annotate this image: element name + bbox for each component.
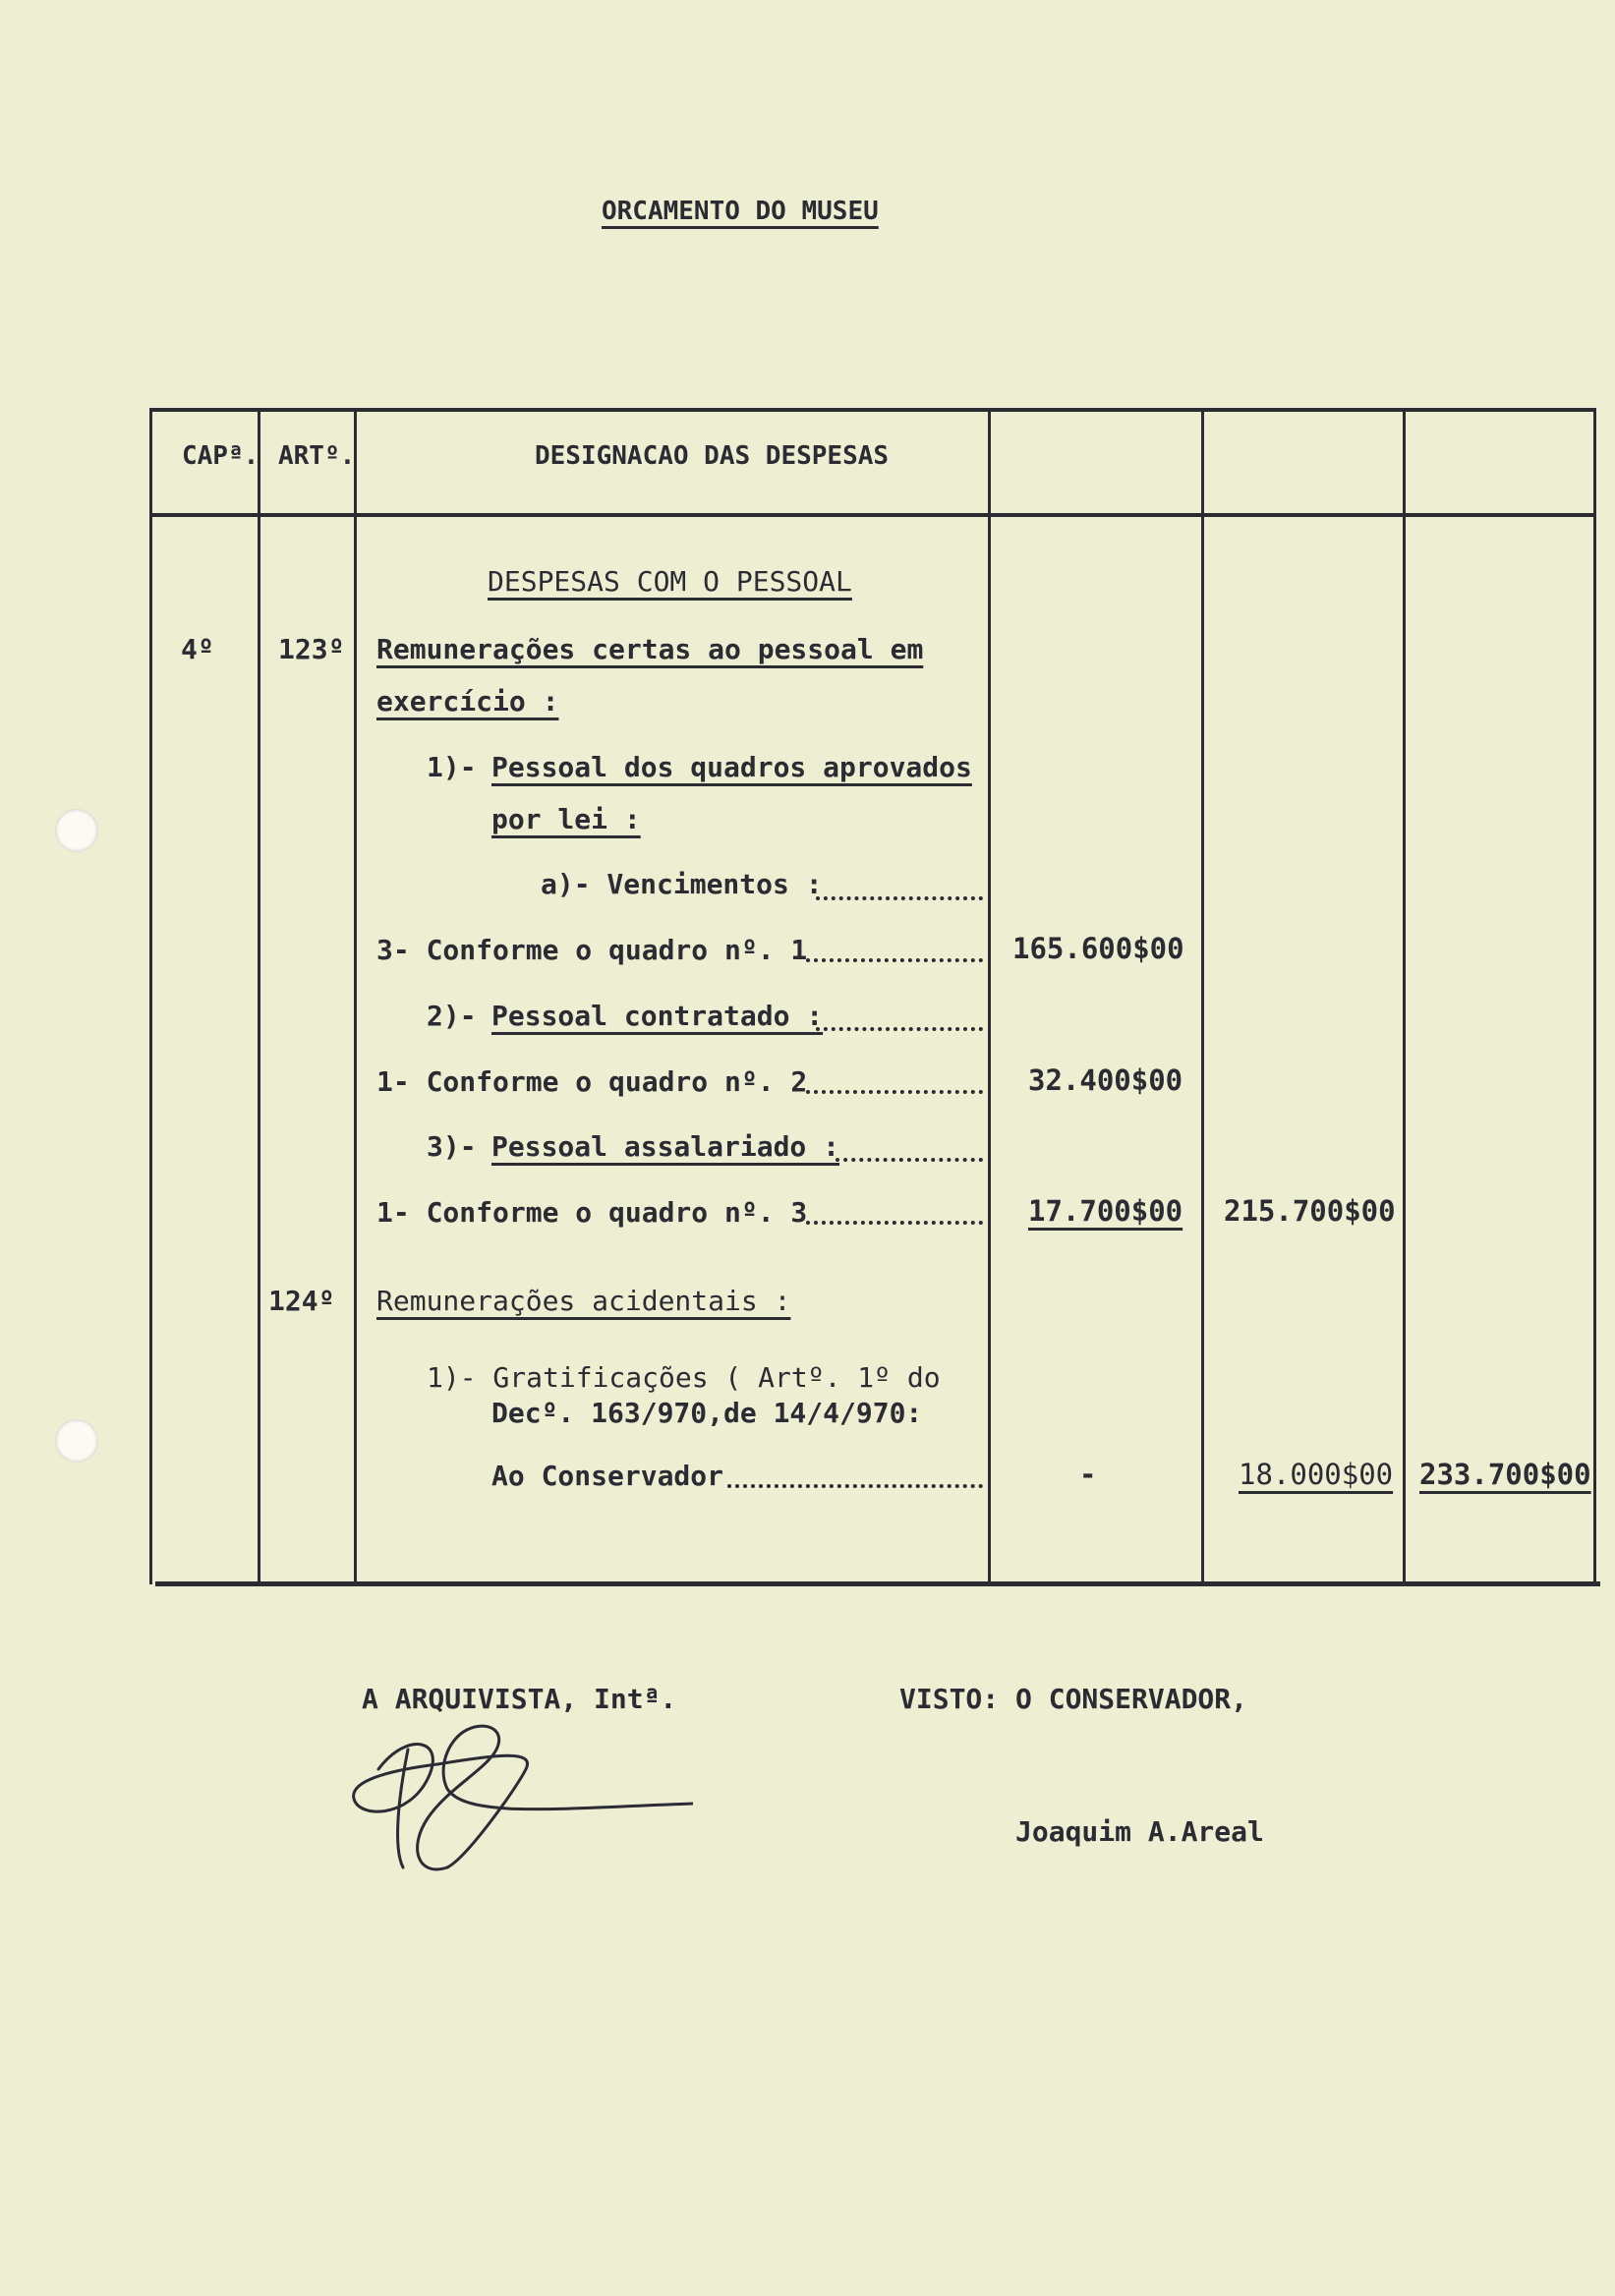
article-123-subtotal: 215.700$00 <box>1224 1194 1396 1228</box>
punch-hole-top <box>55 809 98 852</box>
vencimentos: a)- Vencimentos : <box>541 868 823 900</box>
quadro-3-amount: 17.700$00 <box>1028 1194 1183 1228</box>
pessoal-assalariado-label: 3)- <box>427 1130 477 1163</box>
quadro-2-amount: 32.400$00 <box>1028 1063 1183 1097</box>
col-border-amount2 <box>1403 408 1406 1584</box>
col-border-art <box>354 408 357 1584</box>
document-title: ORCAMENTO DO MUSEU <box>602 197 879 226</box>
pessoal-contratado-leader <box>816 1027 983 1031</box>
quadro-1-amount: 165.600$00 <box>1012 932 1184 965</box>
pessoal-quadros-line2: por lei : <box>491 803 641 835</box>
quadro-3-leader <box>806 1221 983 1225</box>
col-border-designacao <box>988 408 991 1584</box>
vencimentos-leader <box>816 896 983 900</box>
col-border-amount1 <box>1201 408 1204 1584</box>
col-border-caps <box>258 408 260 1584</box>
ao-conservador-leader <box>727 1484 983 1488</box>
visto-label: VISTO: O CONSERVADOR, <box>899 1683 1248 1715</box>
quadro-3: 1- Conforme o quadro nº. 3 <box>376 1196 808 1229</box>
conservador-name: Joaquim A.Areal <box>1015 1815 1264 1848</box>
table-top-border <box>149 408 1596 412</box>
grand-total: 233.700$00 <box>1419 1458 1591 1491</box>
ao-conservador-amount: 18.000$00 <box>1239 1458 1394 1491</box>
table-header-border <box>149 513 1596 517</box>
pessoal-quadros-label: 1)- <box>427 751 477 783</box>
handwritten-signature <box>339 1710 693 1877</box>
pessoal-quadros-line1: Pessoal dos quadros aprovados <box>491 751 972 783</box>
remuneracoes-acidentais: Remunerações acidentais : <box>376 1285 791 1317</box>
col-border-right <box>1593 408 1596 1584</box>
ao-conservador: Ao Conservador <box>491 1460 724 1492</box>
pessoal-contratado: Pessoal contratado : <box>491 1000 824 1032</box>
header-designacao: DESIGNACAO DAS DESPESAS <box>535 441 890 471</box>
pessoal-assalariado: Pessoal assalariado : <box>491 1130 840 1163</box>
quadro-1-leader <box>806 958 983 962</box>
pessoal-assalariado-leader <box>836 1158 983 1162</box>
cap-4: 4º <box>181 633 214 665</box>
pessoal-contratado-label: 2)- <box>427 1000 477 1032</box>
art-124: 124º <box>268 1285 335 1317</box>
quadro-2: 1- Conforme o quadro nº. 2 <box>376 1065 808 1098</box>
quadro-2-leader <box>806 1090 983 1094</box>
gratificacoes-line1: 1)- Gratificações ( Artº. 1º do <box>427 1361 941 1394</box>
remuneracoes-certas-line2: exercício : <box>376 685 559 718</box>
gratificacoes-line2: Decº. 163/970,de 14/4/970: <box>491 1397 923 1429</box>
art-123: 123º <box>278 633 345 665</box>
ao-conservador-dash: - <box>1079 1458 1097 1491</box>
header-art: ARTº. <box>278 441 356 471</box>
header-caps: CAPª. <box>182 441 260 471</box>
quadro-1: 3- Conforme o quadro nº. 1 <box>376 934 808 966</box>
table-bottom-border <box>155 1581 1600 1586</box>
section-title: DESPESAS COM O PESSOAL <box>488 565 852 598</box>
arquivista-label: A ARQUIVISTA, Intª. <box>362 1683 677 1715</box>
col-border-left <box>149 408 152 1584</box>
remuneracoes-certas-line1: Remunerações certas ao pessoal em <box>376 633 924 665</box>
punch-hole-bottom <box>55 1419 98 1463</box>
